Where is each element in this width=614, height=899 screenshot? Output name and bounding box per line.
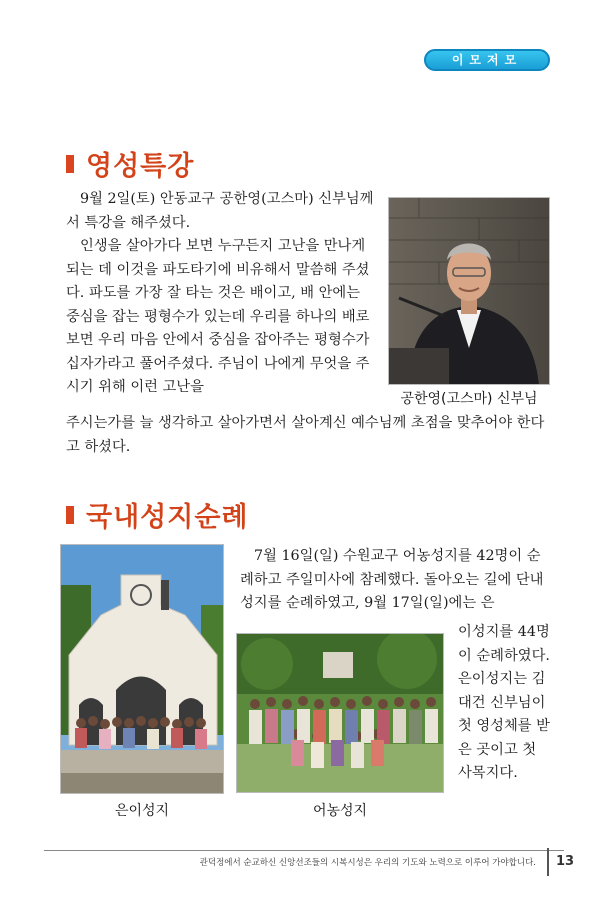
heading-marker xyxy=(66,155,74,173)
section-title-lecture: 영성특강 xyxy=(86,151,195,182)
euni-shrine-caption: 은이성지 xyxy=(114,803,170,819)
priest-photo-caption: 공한영(고스마) 신부님 xyxy=(400,391,538,407)
page-number-separator xyxy=(547,848,549,876)
lecture-paragraph-2-cont: 주시는가를 늘 생각하고 살아가면서 살아계신 예수님께 초점을 맞추어야 한다고 하셨다. xyxy=(66,415,545,455)
lecture-text-wrapped xyxy=(66,188,374,400)
pilgrimage-paragraph-start: 7월 16일(일) 수원교구 어농성지를 42명이 순례하고 주일미사에 참례했다. 돌아오는 길에 단내성지를 순례하였고, 9월 17일(일)에는 은 xyxy=(240,548,544,611)
eonong-shrine-caption: 어농성지 xyxy=(312,803,368,819)
lecture-text-full xyxy=(66,412,554,459)
lecture-paragraph-1: 9월 2일(토) 안동교구 공한영(고스마) 신부님께서 특강을 해주셨다. xyxy=(66,191,374,231)
pilgrimage-paragraph-cont: 이성지를 44명이 순례하였다. 은이성지는 김대건 신부님이 첫 영성체를 받은 곳이고 첫 사목지다. xyxy=(458,624,550,781)
heading-marker xyxy=(66,506,74,524)
lecture-paragraph-2: 인생을 살아가다 보면 누구든지 고난을 만나게 되는 데 이것을 파도타기에 비유해서 말씀해 주셨다. 파도를 가장 잘 타는 것은 배이고, 배 안에는 중심을 잡는 평형수가 있는데 우리를 하나의 배로 보면 우리 마음 안에서 중심을 잡아주는 평형수가 십자가라고 풀어주셨다. 주님이 나에게 무엇을 주시기 위해 이런 고난을 xyxy=(66,238,370,395)
section-heading-lecture xyxy=(66,144,194,183)
pilgrimage-text-wide xyxy=(240,545,552,616)
section-title-pilgrimage: 국내성지순례 xyxy=(86,502,249,533)
priest-photo xyxy=(388,197,550,385)
pilgrimage-text-narrow xyxy=(458,621,554,786)
footer-divider xyxy=(44,850,564,851)
category-tag: 이모저모 xyxy=(424,49,550,71)
euni-shrine-photo xyxy=(60,544,224,794)
footer-motto: 관덕정에서 순교하신 신앙선조들의 시복시성은 우리의 기도와 노력으로 이루어 가야합니다. xyxy=(199,858,536,868)
eonong-shrine-photo xyxy=(236,633,444,793)
page-number: 13 xyxy=(556,854,575,869)
section-heading-pilgrimage xyxy=(66,495,249,534)
